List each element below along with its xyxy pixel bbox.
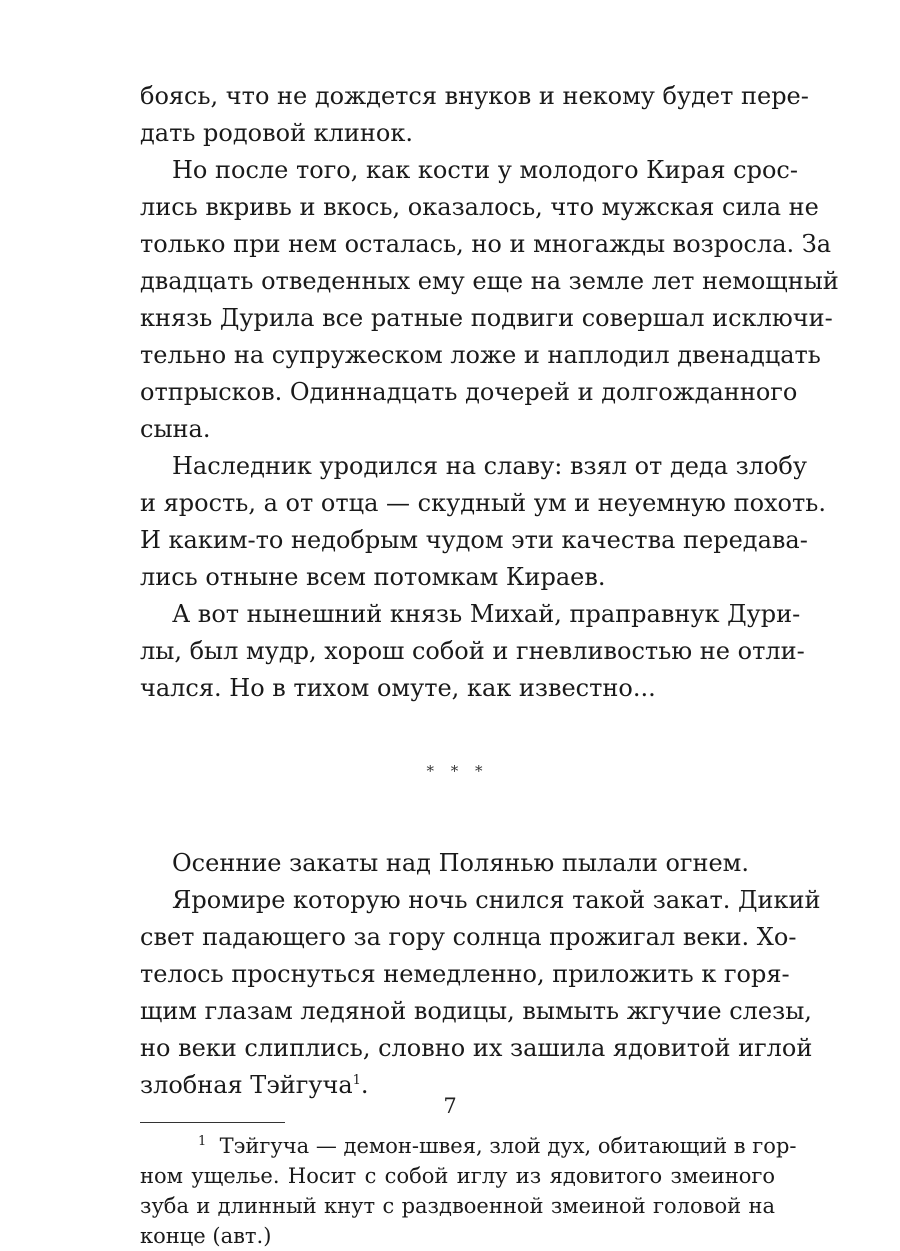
text-line: но веки слиплись, словно их зашила ядовитой иглой <box>140 1034 813 1062</box>
text-line: лись отныне всем потомкам Кираев. <box>140 563 606 591</box>
text-fragment: . <box>360 1071 369 1099</box>
page-body <box>140 78 839 1251</box>
text-line: телось проснуться немедленно, приложить к горя- <box>140 960 790 988</box>
paragraph-3 <box>140 448 826 596</box>
text-line: и ярость, а от отца — скудный ум и неуемную похоть. <box>140 489 826 517</box>
text-line: лись вкривь и вкось, оказалось, что мужская сила не <box>140 193 819 221</box>
text-line: дать родовой клинок. <box>140 119 413 147</box>
text-line: князь Дурила все ратные подвиги совершал исключи- <box>140 304 833 332</box>
text-line: только при нем осталась, но и многажды возросла. За <box>140 230 832 258</box>
page-number: 7 <box>443 1094 457 1118</box>
footnote-divider <box>140 1122 285 1123</box>
text-line: свет падающего за гору солнца прожигал веки. Хо- <box>140 923 797 951</box>
text-line: чался. Но в тихом омуте, как известно... <box>140 674 656 702</box>
text-line: Осенние закаты над Полянью пылали огнем. <box>172 849 749 877</box>
text-line: Наследник уродился на славу: взял от деда злобу <box>172 452 807 480</box>
text-fragment: злобная Тэйгуча <box>140 1071 353 1099</box>
paragraph-5 <box>140 845 775 882</box>
paragraph-4 <box>140 596 805 707</box>
paragraph-6 <box>140 882 821 1104</box>
text-line: сына. <box>140 415 211 443</box>
text-line: Яромире которую ночь снился такой закат. Дикий <box>172 886 821 914</box>
footnote-line: зуба и длинный кнут с раздвоенной змеиной головой на <box>140 1194 775 1218</box>
text-line: боясь, что не дождется внуков и некому будет пере- <box>140 82 809 110</box>
footnote-line: конце (авт.) <box>140 1224 272 1248</box>
section-separator: * * * <box>426 762 489 780</box>
footnote <box>140 1131 797 1251</box>
text-line: И каким-то недобрым чудом эти качества передава- <box>140 526 808 554</box>
footnote-line: ном ущелье. Носит с собой иглу из ядовитого змеиного <box>140 1164 775 1188</box>
footnote-text: Тэйгуча — демон-швея, злой дух, обитающий в гор- <box>219 1134 797 1158</box>
text-line: тельно на супружеском ложе и наплодил двенадцать <box>140 341 821 369</box>
paragraph-2 <box>140 152 839 448</box>
text-line: А вот нынешний князь Михай, праправнук Дури- <box>172 600 801 628</box>
footnote-reference[interactable]: 1 <box>352 1073 361 1088</box>
text-line: щим глазам ледяной водицы, вымыть жгучие слезы, <box>140 997 812 1025</box>
text-line: двадцать отведенных ему еще на земле лет немощный <box>140 267 839 295</box>
text-line: лы, был мудр, хорош собой и гневливостью не отли- <box>140 637 805 665</box>
text-line: Но после того, как кости у молодого Кирая срос- <box>172 156 798 184</box>
paragraph-1 <box>140 78 809 152</box>
footnote-line <box>140 1131 797 1161</box>
footnote-marker: 1 <box>198 1134 207 1149</box>
text-line: отпрысков. Одиннадцать дочерей и долгожданного <box>140 378 798 406</box>
